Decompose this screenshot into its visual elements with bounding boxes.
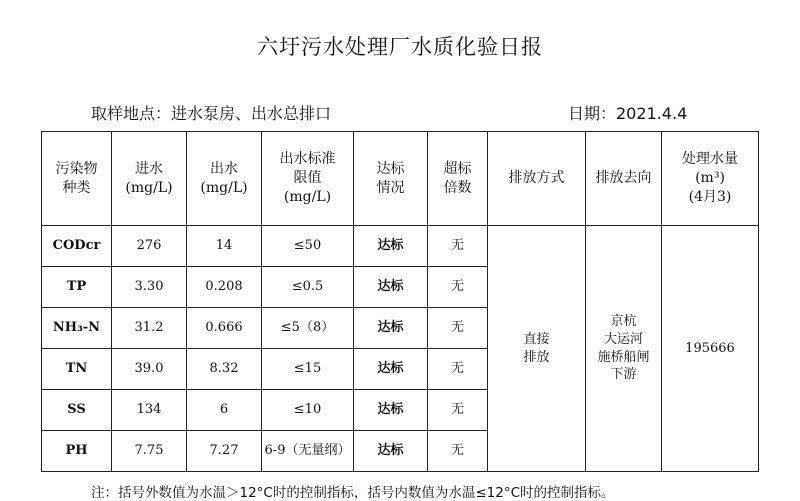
limit-cell: ≤50 — [262, 226, 354, 267]
header-volume — [662, 132, 759, 226]
pollutant-cell: TP — [42, 267, 112, 308]
exceed-cell: 无 — [428, 349, 488, 390]
header-influent-line2: (mg/L) — [125, 179, 173, 196]
header-pollutant-line2: 种类 — [62, 179, 91, 196]
discharge-method-line2: 排放 — [523, 349, 550, 365]
limit-cell: ≤0.5 — [262, 267, 354, 308]
exceed-cell: 无 — [428, 267, 488, 308]
compliance-cell: 达标 — [354, 308, 428, 349]
report-title: 六圩污水处理厂水质化验日报 — [257, 35, 543, 59]
header-exceed-line1: 超标 — [443, 160, 472, 177]
discharge-destination-line4: 下游 — [610, 367, 637, 383]
header-exceed — [428, 132, 488, 226]
header-pollutant — [42, 132, 112, 226]
water-quality-table — [41, 131, 759, 472]
discharge-method-cell — [488, 226, 586, 472]
header-row — [42, 132, 759, 226]
header-exceed-line2: 倍数 — [443, 179, 472, 196]
header-effluent-line2: (mg/L) — [200, 179, 248, 196]
pollutant-cell: TN — [42, 349, 112, 390]
limit-cell: ≤10 — [262, 390, 354, 431]
report-date: 日期：2021.4.4 — [568, 104, 688, 123]
exceed-cell: 无 — [428, 390, 488, 431]
influent-cell: 7.75 — [112, 431, 187, 472]
influent-cell: 276 — [112, 226, 187, 267]
sampling-location: 取样地点：进水泵房、出水总排口 — [91, 104, 332, 123]
limit-cell: ≤5（8） — [262, 308, 354, 349]
footnote: 注：括号外数值为水温＞12°C时的控制指标，括号内数值为水温≤12°C时的控制指标。 — [91, 485, 615, 501]
compliance-cell: 达标 — [354, 267, 428, 308]
effluent-cell: 7.27 — [187, 431, 262, 472]
exceed-cell: 无 — [428, 431, 488, 472]
header-volume-line3: (4月3) — [688, 188, 732, 205]
header-compliance-line2: 情况 — [376, 179, 405, 196]
limit-cell: ≤15 — [262, 349, 354, 390]
discharge-destination-cell — [586, 226, 662, 472]
header-compliance-line1: 达标 — [376, 160, 405, 177]
effluent-cell: 8.32 — [187, 349, 262, 390]
header-influent — [112, 132, 187, 226]
discharge-method-line1: 直接 — [523, 331, 550, 347]
discharge-destination-line3: 施桥船闸 — [597, 349, 650, 365]
header-volume-line1: 处理水量 — [682, 151, 738, 168]
pollutant-cell: PH — [42, 431, 112, 472]
effluent-cell: 14 — [187, 226, 262, 267]
effluent-cell: 6 — [187, 390, 262, 431]
compliance-cell: 达标 — [354, 226, 428, 267]
compliance-cell: 达标 — [354, 390, 428, 431]
influent-cell: 3.30 — [112, 267, 187, 308]
limit-cell: 6-9（无量纲） — [262, 431, 354, 472]
effluent-cell: 0.666 — [187, 308, 262, 349]
influent-cell: 134 — [112, 390, 187, 431]
header-pollutant-line1: 污染物 — [55, 160, 98, 177]
exceed-cell: 无 — [428, 226, 488, 267]
header-limit — [262, 132, 354, 226]
header-discharge-destination: 排放去向 — [586, 132, 662, 226]
exceed-cell: 无 — [428, 308, 488, 349]
compliance-cell: 达标 — [354, 349, 428, 390]
discharge-destination-line2: 大运河 — [603, 331, 643, 347]
discharge-destination-line1: 京杭 — [610, 314, 637, 330]
header-compliance — [354, 132, 428, 226]
header-limit-line3: (mg/L) — [283, 188, 332, 205]
header-limit-line2: 限值 — [293, 170, 322, 187]
header-effluent — [187, 132, 262, 226]
header-volume-line2: (m³) — [695, 170, 725, 187]
influent-cell: 31.2 — [112, 308, 187, 349]
header-limit-line1: 出水标准 — [279, 151, 336, 168]
effluent-cell: 0.208 — [187, 267, 262, 308]
volume-cell: 195666 — [662, 226, 759, 472]
header-discharge-method: 排放方式 — [488, 132, 586, 226]
header-influent-line1: 进水 — [135, 160, 163, 177]
pollutant-cell: CODcr — [42, 226, 112, 267]
compliance-cell: 达标 — [354, 431, 428, 472]
header-effluent-line1: 出水 — [210, 160, 238, 177]
pollutant-cell: NH₃-N — [42, 308, 112, 349]
pollutant-cell: SS — [42, 390, 112, 431]
influent-cell: 39.0 — [112, 349, 187, 390]
table-row — [42, 226, 759, 267]
